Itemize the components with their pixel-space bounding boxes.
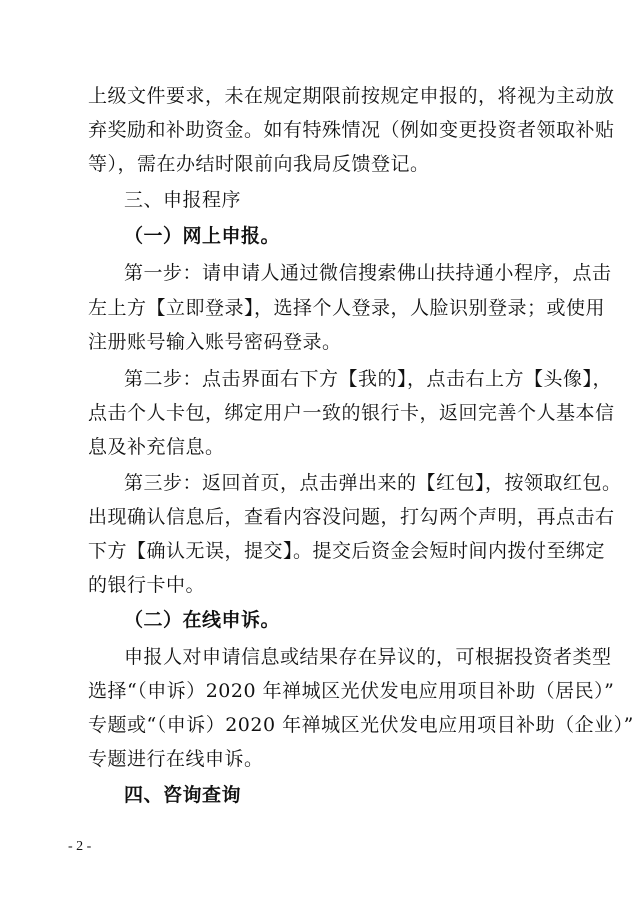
step-line: 第一步：请申请人通过微信搜索佛山扶持通小程序，点击 xyxy=(124,262,612,284)
appeal-line: 专题或“（申诉）2020 年禅城区光伏发电应用项目补助（企业）” xyxy=(88,714,634,736)
section-heading: 四、咨询查询 xyxy=(124,784,242,806)
step-line: 左上方【立即登录】，选择个人登录，人脸识别登录；或使用 xyxy=(88,297,606,319)
step-line: 第二步：点击界面右下方【我的】，点击右上方【头像】， xyxy=(124,368,613,390)
subsection-heading: （二）在线申诉。 xyxy=(124,609,281,631)
step-line: 下方【确认无误，提交】。提交后资金会短时间内拨付至绑定 xyxy=(88,540,606,562)
section-heading: 三、申报程序 xyxy=(124,189,242,211)
paragraph-line: 上级文件要求，未在规定期限前按规定申报的，将视为主动放 xyxy=(88,85,615,107)
page-number: - 2 - xyxy=(68,839,92,854)
step-line: 的银行卡中。 xyxy=(88,574,206,596)
appeal-line: 专题进行在线申诉。 xyxy=(88,748,264,770)
paragraph-line: 弃奖励和补助资金。如有特殊情况（例如变更投资者领取补贴 xyxy=(88,119,615,141)
paragraph-line: 等），需在办结时限前向我局反馈登记。 xyxy=(88,153,430,175)
appeal-line: 选择“（申诉）2020 年禅城区光伏发电应用项目补助（居民）” xyxy=(88,680,615,702)
step-line: 出现确认信息后，查看内容没问题，打勾两个声明，再点击右 xyxy=(88,506,615,528)
step-line: 第三步：返回首页，点击弹出来的【红包】，按领取红包。 xyxy=(124,472,622,494)
subsection-heading: （一）网上申报。 xyxy=(124,225,281,247)
appeal-line: 申报人对申请信息或结果存在异议的，可根据投资者类型 xyxy=(124,646,612,668)
step-line: 点击个人卡包，绑定用户一致的银行卡，返回完善个人基本信 xyxy=(88,402,615,424)
step-line: 息及补充信息。 xyxy=(88,436,225,458)
step-line: 注册账号输入账号密码登录。 xyxy=(88,331,342,353)
